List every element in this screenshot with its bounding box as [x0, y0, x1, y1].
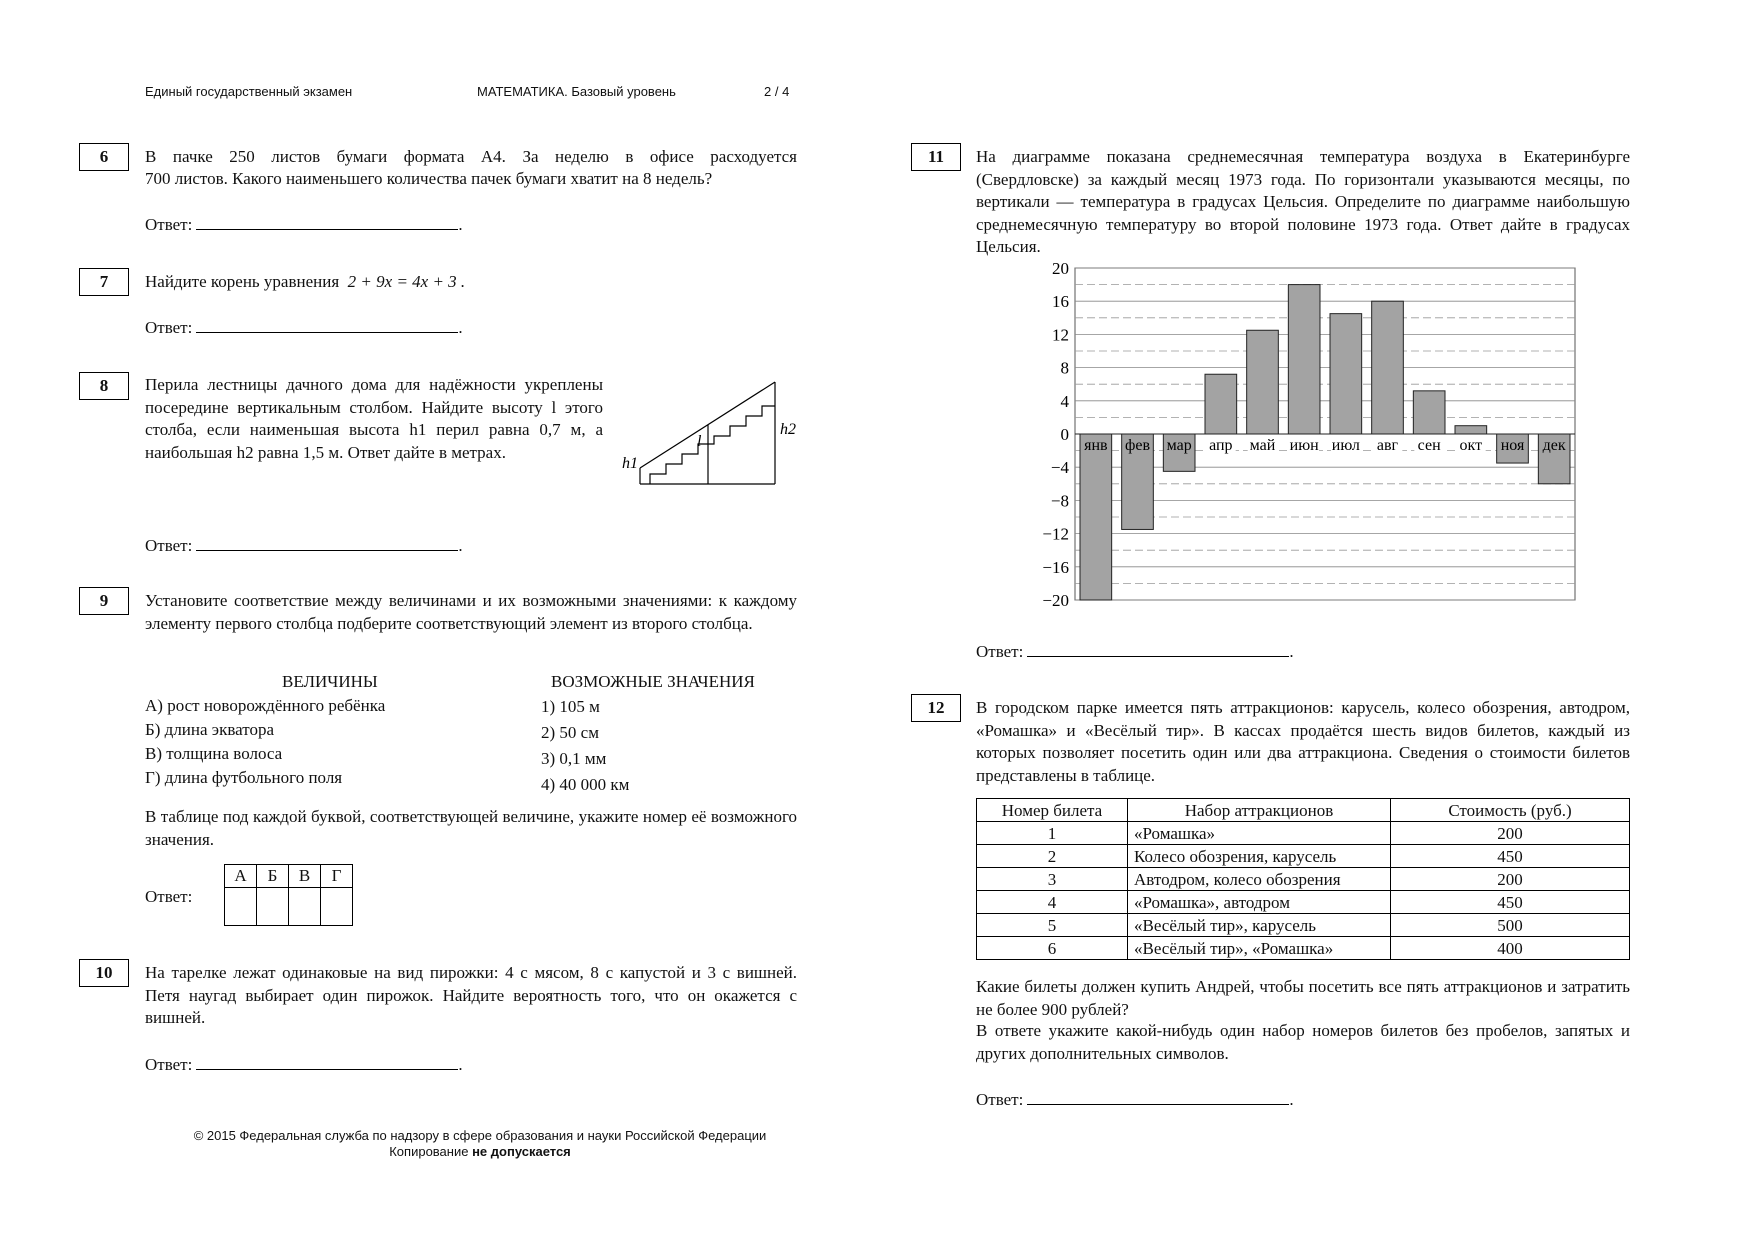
ticket-attractions: Автодром, колесо обозрения: [1128, 868, 1391, 891]
table-row: [977, 845, 1630, 868]
bar-окт: [1455, 426, 1487, 434]
header-page-number: 2 / 4: [764, 84, 790, 99]
question-number-6: 6: [79, 143, 129, 171]
q6-line1: В пачке 250 листов бумаги формата А4. За неделю в офисе расходуется: [145, 147, 797, 166]
ticket-attractions: «Ромашка»: [1128, 822, 1391, 845]
label-l: l: [697, 433, 702, 450]
q7-answer: Ответ: .: [145, 318, 463, 337]
q9-col1-title: ВЕЛИЧИНЫ: [282, 672, 378, 691]
y-tick-label: −12: [1042, 524, 1069, 544]
answer-label: Ответ:: [976, 1090, 1024, 1109]
ticket-attractions: «Ромашка», автодром: [1128, 891, 1391, 914]
question-number-7: 7: [79, 268, 129, 296]
y-tick-label: −8: [1050, 491, 1069, 511]
x-tick-label: авг: [1376, 437, 1399, 454]
q7-prompt: Найдите корень уравнения: [145, 272, 340, 291]
x-tick-label: ноя: [1500, 437, 1525, 454]
ticket-number: 1: [977, 822, 1128, 845]
answer-line[interactable]: [196, 215, 458, 230]
y-tick-label: −4: [1050, 458, 1069, 478]
ticket-price: 200: [1391, 822, 1630, 845]
table-row: [977, 868, 1630, 891]
table-row: [977, 914, 1630, 937]
table-row: [977, 937, 1630, 960]
ticket-price: 200: [1391, 868, 1630, 891]
footer-line2: [160, 1144, 800, 1160]
q11-text: На диаграмме показана среднемесячная температура воздуха в Екатеринбурге (Свердловске) за каждый месяц 1973 года. По горизонтали указываются месяцы, по вертикали — температура в градусах Цельсия. Определите по диаграмме наибольшую среднемесячную температуру во второй половине 1973 года. Ответ дайте в градусах Цельсия.: [976, 147, 1630, 256]
q9-value: 4) 40 000 км: [541, 775, 630, 794]
answer-cell[interactable]: [321, 888, 353, 926]
stair-railing-figure: [620, 378, 800, 488]
temperature-bar-chart: [1030, 258, 1586, 608]
answer-label: Ответ:: [145, 536, 193, 555]
y-tick-label: 20: [1052, 259, 1069, 278]
table-row: [977, 891, 1630, 914]
q9-value: 3) 0,1 мм: [541, 749, 607, 768]
x-tick-label: окт: [1459, 437, 1483, 454]
chart-y-ticks: [1042, 259, 1069, 608]
answer-line[interactable]: [1027, 642, 1289, 657]
q12-question: Какие билеты должен купить Андрей, чтобы посетить все пять аттракционов и затратить не более 900 рублей?: [976, 977, 1630, 1019]
table-row: [977, 822, 1630, 845]
answer-label: Ответ:: [145, 215, 193, 234]
answer-label: Ответ:: [976, 642, 1024, 661]
answer-cell[interactable]: [257, 888, 289, 926]
ticket-attractions: «Весёлый тир», «Ромашка»: [1128, 937, 1391, 960]
answer-cell[interactable]: [225, 888, 257, 926]
answer-line[interactable]: [196, 536, 458, 551]
bar-июл: [1330, 314, 1362, 434]
ticket-price: 400: [1391, 937, 1630, 960]
ticket-number: 3: [977, 868, 1128, 891]
q11-answer: Ответ: .: [976, 642, 1294, 661]
ticket-number: 2: [977, 845, 1128, 868]
answer-label: Ответ:: [145, 318, 193, 337]
question-number-11: 11: [911, 143, 961, 171]
ticket-price: 500: [1391, 914, 1630, 937]
q7-text: [145, 271, 797, 294]
bar-апр: [1205, 374, 1237, 434]
q9-quantity: Г) длина футбольного поля: [145, 768, 343, 787]
q12-answer: Ответ: .: [976, 1090, 1294, 1109]
bar-май: [1247, 330, 1279, 434]
tickets-table: [976, 798, 1630, 960]
q7-equation: 2 + 9x = 4x + 3 .: [347, 272, 466, 291]
answer-line[interactable]: [196, 1055, 458, 1070]
ticket-number: 4: [977, 891, 1128, 914]
q9-quantity: Б) длина экватора: [145, 720, 275, 739]
x-tick-label: янв: [1084, 437, 1108, 454]
y-tick-label: −16: [1042, 557, 1069, 577]
bar-авг: [1372, 301, 1404, 434]
ticket-number: 6: [977, 937, 1128, 960]
y-tick-label: 12: [1052, 325, 1069, 345]
x-tick-label: июл: [1331, 437, 1360, 454]
letter-cell: В: [289, 865, 321, 888]
letter-cell: Б: [257, 865, 289, 888]
answer-line[interactable]: [196, 318, 458, 333]
q8-answer: Ответ: .: [145, 536, 463, 555]
answer-line[interactable]: [1027, 1090, 1289, 1105]
q10-text: На тарелке лежат одинаковые на вид пирожки: 4 с мясом, 8 с капустой и 3 с вишней. Петя наугад выбирает один пирожок. Найдите вероятность того, что он окажется с вишней.: [145, 963, 797, 1027]
answer-cell[interactable]: [289, 888, 321, 926]
label-h1: h1: [622, 455, 638, 472]
q6-line2: 700 листов. Какого наименьшего количества пачек бумаги хватит на 8 недель?: [145, 169, 713, 188]
x-tick-label: мар: [1166, 437, 1192, 454]
ticket-number: 5: [977, 914, 1128, 937]
label-h2: h2: [780, 421, 796, 438]
q6-answer: Ответ: .: [145, 215, 463, 234]
ticket-attractions: «Весёлый тир», карусель: [1128, 914, 1391, 937]
ticket-price: 450: [1391, 891, 1630, 914]
x-tick-label: апр: [1209, 437, 1233, 454]
q9-quantity: В) толщина волоса: [145, 744, 283, 763]
letter-cell: Г: [321, 865, 353, 888]
table-header: Стоимость (руб.): [1391, 799, 1630, 822]
footer-line1: © 2015 Федеральная служба по надзору в сфере образования и науки Российской Федерации: [193, 1128, 767, 1143]
table-header: Номер билета: [977, 799, 1128, 822]
table-header: Набор аттракционов: [1128, 799, 1391, 822]
y-tick-label: 0: [1060, 425, 1069, 444]
x-tick-label: май: [1249, 437, 1276, 454]
y-tick-label: 4: [1060, 391, 1069, 411]
x-tick-label: дек: [1542, 437, 1566, 454]
answer-label: Ответ:: [145, 1055, 193, 1074]
q8-text: Перила лестницы дачного дома для надёжности укреплены посередине вертикальным столбом. Найдите высоту l этого столба, если наименьшая высота h1 перил равна 0,7 м, а наибольшая h2 равна 1,5 м. Ответ дайте в метрах.: [145, 375, 603, 462]
bar-июн: [1288, 285, 1320, 434]
q9-answer-label: Ответ:: [145, 887, 193, 906]
ticket-attractions: Колесо обозрения, карусель: [1128, 845, 1391, 868]
footer-copy-prefix: Копирование: [389, 1144, 473, 1159]
x-tick-label: сен: [1417, 437, 1441, 454]
copyright-footer: [160, 1128, 800, 1160]
q12-text: В городском парке имеется пять аттракционов: карусель, колесо обозрения, автодром, «Ромашка» и «Весёлый тир». В кассах продаётся шесть видов билетов, каждый из которых позволяет посетить один или два аттракциона. Сведения о стоимости билетов представлены в таблице.: [976, 698, 1630, 785]
q9-value: 1) 105 м: [541, 697, 600, 716]
q9-col2-title: ВОЗМОЖНЫЕ ЗНАЧЕНИЯ: [551, 672, 755, 691]
q9-intro: Установите соответствие между величинами и их возможными значениями: к каждому элементу первого столбца подберите соответствующий элемент из второго столбца.: [145, 591, 797, 633]
header-exam-name: Единый государственный экзамен: [145, 84, 353, 99]
y-tick-label: −20: [1042, 591, 1069, 608]
q9-quantity: А) рост новорождённого ребёнка: [145, 696, 386, 715]
question-number-8: 8: [79, 372, 129, 400]
question-number-9: 9: [79, 587, 129, 615]
x-tick-label: июн: [1289, 437, 1319, 454]
q9-value: 2) 50 см: [541, 723, 599, 742]
q12-note: В ответе укажите какой-нибудь один набор номеров билетов без пробелов, запятых и других дополнительных символов.: [976, 1021, 1630, 1063]
y-tick-label: 8: [1060, 358, 1069, 378]
question-number-10: 10: [79, 959, 129, 987]
letter-cell: А: [225, 865, 257, 888]
q9-instruction: В таблице под каждой буквой, соответствующей величине, укажите номер её возможного значения.: [145, 807, 797, 849]
bar-сен: [1413, 391, 1445, 434]
bar-янв: [1080, 434, 1112, 600]
q10-answer: Ответ: .: [145, 1055, 463, 1074]
question-number-12: 12: [911, 694, 961, 722]
q9-answer-table: [224, 864, 353, 926]
y-tick-label: 16: [1052, 292, 1069, 312]
ticket-price: 450: [1391, 845, 1630, 868]
footer-copy-warning: не допускается: [472, 1144, 571, 1159]
x-tick-label: фев: [1124, 437, 1151, 454]
header-subject: МАТЕМАТИКА. Базовый уровень: [477, 84, 676, 99]
